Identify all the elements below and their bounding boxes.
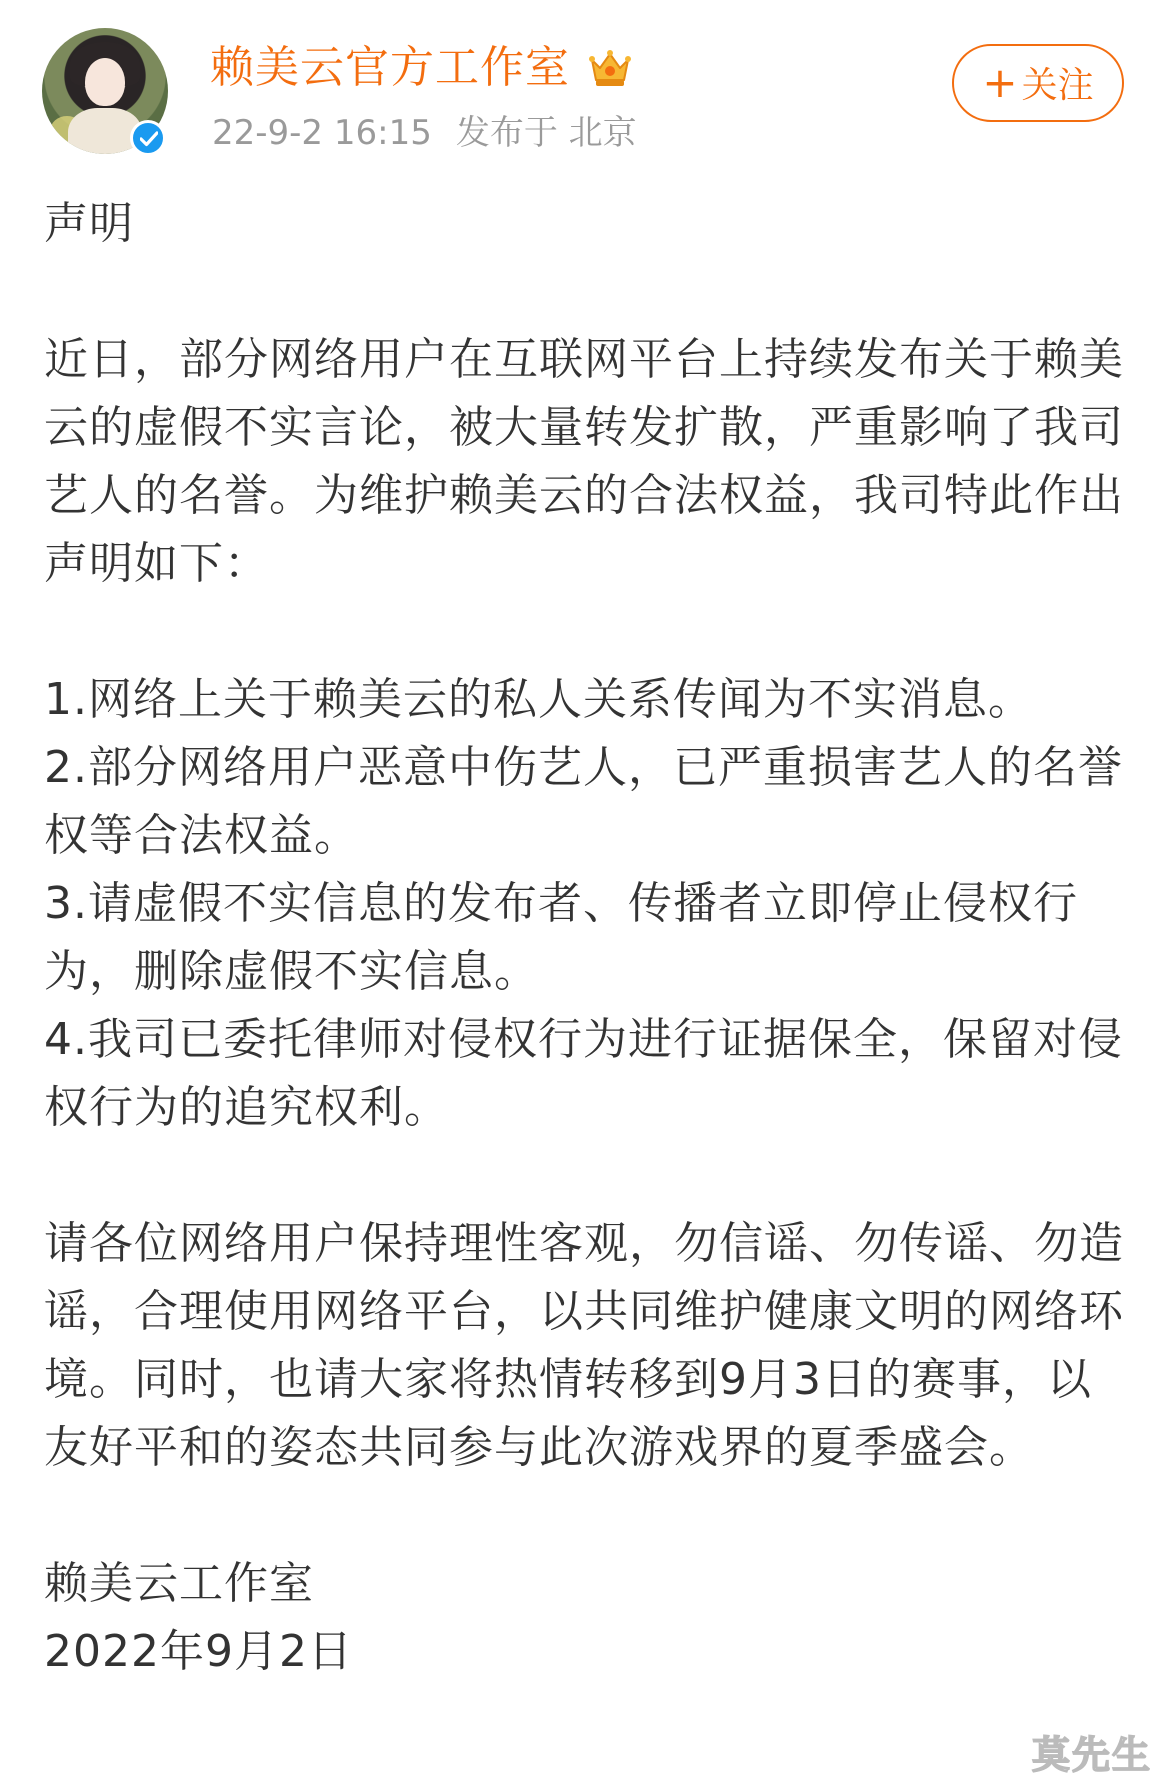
follow-label: 关注	[1021, 65, 1094, 106]
statement-item: 3.请虚假不实信息的发布者、传播者立即停止侵权行为，删除虚假不实信息。	[44, 878, 1078, 997]
post-content	[44, 190, 1134, 1686]
post-timestamp: 22-9-2 16:15	[212, 113, 432, 153]
statement-item: 4.我司已委托律师对侵权行为进行证据保全，保留对侵权行为的追究权利。	[44, 1014, 1123, 1133]
statement-date: 2022年9月2日	[44, 1626, 353, 1677]
statement-closing: 请各位网络用户保持理性客观，勿信谣、勿传谣、勿造谣，合理使用网络平台，以共同维护健康文明的网络环境。同时，也请大家将热情转移到9月3日的赛事，以友好平和的姿态共同参与此次游戏界的夏季盛会。	[44, 1218, 1124, 1473]
plus-icon: +	[982, 58, 1018, 107]
post-meta	[212, 108, 637, 158]
verified-check-icon	[130, 120, 166, 156]
statement-item: 2.部分网络用户恶意中伤艺人，已严重损害艺人的名誉权等合法权益。	[44, 742, 1123, 861]
watermark: 莫先生	[1031, 1733, 1152, 1777]
post-location: 发布于 北京	[455, 113, 637, 153]
avatar-face	[85, 58, 125, 106]
account-name[interactable]: 赖美云官方工作室	[210, 42, 570, 93]
statement-signature: 赖美云工作室	[44, 1558, 314, 1609]
statement-intro: 近日，部分网络用户在互联网平台上持续发布关于赖美云的虚假不实言论，被大量转发扩散，严重影响了我司艺人的名誉。为维护赖美云的合法权益，我司特此作出声明如下：	[44, 334, 1124, 589]
follow-button[interactable]	[952, 44, 1124, 122]
post-header	[0, 0, 1170, 170]
statement-item: 1.网络上关于赖美云的私人关系传闻为不实消息。	[44, 674, 1033, 725]
statement-title: 声明	[44, 198, 134, 249]
vip-crown-icon[interactable]	[588, 46, 632, 90]
